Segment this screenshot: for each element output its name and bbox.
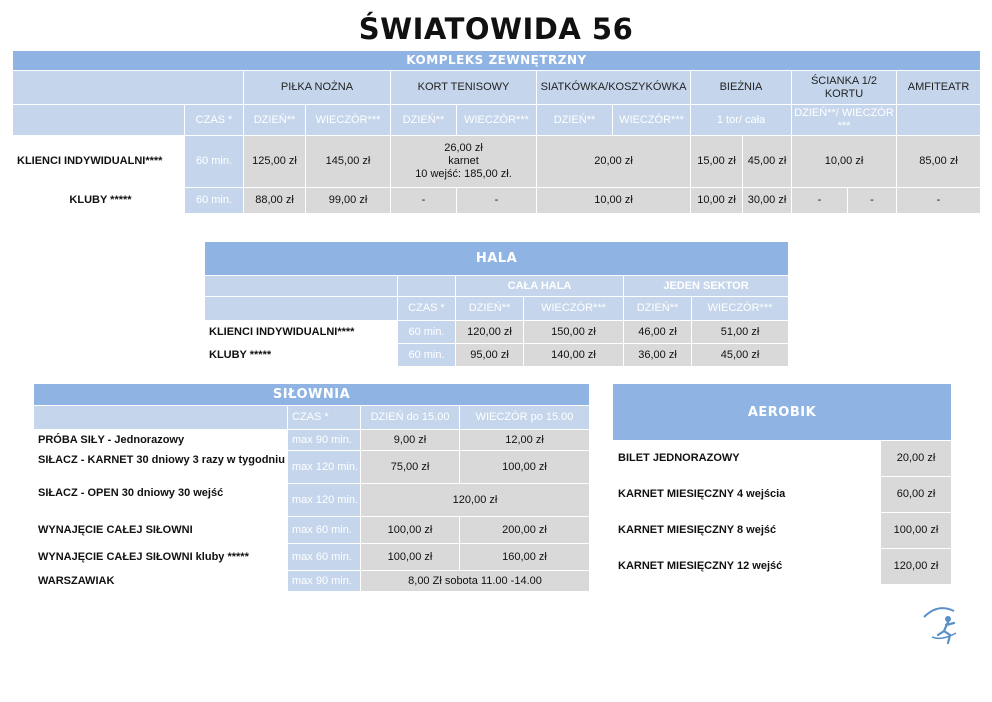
- kompleks-title: KOMPLEKS ZEWNĘTRZNY: [13, 51, 981, 71]
- kompleks-czas-header: CZAS *: [185, 105, 244, 136]
- hala-blank: [398, 276, 456, 297]
- row-name: KARNET MIESIĘCZNY 4 wejścia: [613, 477, 881, 513]
- group-kort: KORT TENISOWY: [391, 71, 537, 105]
- siatk-wieczor-header: WIECZÓR***: [613, 105, 691, 136]
- siatk-value: 20,00 zł: [537, 136, 691, 188]
- wieczor-value: 12,00 zł: [460, 430, 590, 451]
- hala-title: HALA: [205, 242, 789, 276]
- hala-blank: [205, 276, 398, 297]
- sektor-dzien-value: 46,00 zł: [624, 321, 692, 344]
- silownia-table: [33, 383, 590, 592]
- price-value: 60,00 zł: [881, 477, 952, 513]
- merged-value: 8,00 Zł sobota 11.00 -14.00: [361, 571, 590, 592]
- row-time: max 90 min.: [288, 571, 361, 592]
- row-time: max 60 min.: [288, 517, 361, 544]
- hala-czas-header: CZAS *: [398, 297, 456, 321]
- silownia-blank: [34, 406, 288, 430]
- biezna-cala-value: 45,00 zł: [743, 136, 792, 188]
- row-time: 60 min.: [185, 188, 244, 214]
- hala-dzien-header: DZIEŃ**: [456, 297, 524, 321]
- row-name: KARNET MIESIĘCZNY 12 wejść: [613, 549, 881, 585]
- scianka-sub-header: DZIEŃ**/ WIECZÓR ***: [792, 105, 897, 136]
- cala-wieczor-value: 140,00 zł: [524, 344, 624, 367]
- aerobik-table: [612, 383, 952, 585]
- kort-wieczor-header: WIECZÓR***: [457, 105, 537, 136]
- row-name: SIŁACZ - KARNET 30 dniowy 3 razy w tygodniu: [34, 451, 288, 484]
- row-time: 60 min.: [398, 344, 456, 367]
- kort-wieczor-value: -: [457, 188, 537, 214]
- amfi-value: 85,00 zł: [897, 136, 981, 188]
- hala-blank: [205, 297, 398, 321]
- kompleks-blank: [13, 105, 185, 136]
- row-time: max 60 min.: [288, 544, 361, 571]
- wieczor-value: 100,00 zł: [460, 451, 590, 484]
- kompleks-corner: [13, 71, 244, 105]
- row-name: SIŁACZ - OPEN 30 dniowy 30 wejść: [34, 484, 288, 517]
- biezna-tor-value: 15,00 zł: [691, 136, 743, 188]
- dzien-value: 9,00 zł: [361, 430, 460, 451]
- hala-wieczor-header: WIECZÓR***: [692, 297, 789, 321]
- row-time: max 120 min.: [288, 484, 361, 517]
- biezna-cala-value: 30,00 zł: [743, 188, 792, 214]
- amfi-sub-header: [897, 105, 981, 136]
- row-name: PRÓBA SIŁY - Jednorazowy: [34, 430, 288, 451]
- group-scianka: ŚCIANKA 1/2 KORTU: [792, 71, 897, 105]
- group-amfiteatr: AMFITEATR: [897, 71, 981, 105]
- biezna-tor-value: 10,00 zł: [691, 188, 743, 214]
- dzien-value: 75,00 zł: [361, 451, 460, 484]
- pilka-dzien-value: 125,00 zł: [244, 136, 306, 188]
- kort-dzien-value: -: [391, 188, 457, 214]
- price-value: 120,00 zł: [881, 549, 952, 585]
- logo-icon: [918, 597, 976, 669]
- dzien-value: 100,00 zł: [361, 517, 460, 544]
- silownia-czas-header: CZAS *: [288, 406, 361, 430]
- group-siatkowka: SIATKÓWKA/KOSZYKÓWKA: [537, 71, 691, 105]
- hala-group-sektor: JEDEN SEKTOR: [624, 276, 789, 297]
- dzien-value: 100,00 zł: [361, 544, 460, 571]
- wieczor-value: 160,00 zł: [460, 544, 590, 571]
- hala-dzien-header: DZIEŃ**: [624, 297, 692, 321]
- row-name: KLUBY *****: [205, 344, 398, 367]
- group-biezna: BIEŻNIA: [691, 71, 792, 105]
- pilka-wieczor-header: WIECZÓR***: [306, 105, 391, 136]
- scianka-dzien-value: -: [792, 188, 848, 214]
- merged-value: 120,00 zł: [361, 484, 590, 517]
- pilka-dzien-value: 88,00 zł: [244, 188, 306, 214]
- kort-price: 26,00 zł: [444, 142, 483, 154]
- sektor-wieczor-value: 51,00 zł: [692, 321, 789, 344]
- row-name: WYNAJĘCIE CAŁEJ SIŁOWNI kluby *****: [34, 544, 288, 571]
- sektor-wieczor-value: 45,00 zł: [692, 344, 789, 367]
- scianka-value: 10,00 zł: [792, 136, 897, 188]
- hala-group-cala: CAŁA HALA: [456, 276, 624, 297]
- page-title: ŚWIATOWIDA 56: [358, 12, 634, 46]
- pilka-wieczor-value: 99,00 zł: [306, 188, 391, 214]
- sektor-dzien-value: 36,00 zł: [624, 344, 692, 367]
- wieczor-value: 200,00 zł: [460, 517, 590, 544]
- row-time: 60 min.: [398, 321, 456, 344]
- row-name: WARSZAWIAK: [34, 571, 288, 592]
- kort-karnet-price: 10 wejść: 185,00 zł.: [415, 168, 512, 180]
- amfi-value: -: [897, 188, 981, 214]
- silownia-title: SIŁOWNIA: [34, 384, 590, 406]
- row-name: KARNET MIESIĘCZNY 8 wejść: [613, 513, 881, 549]
- siatk-dzien-header: DZIEŃ**: [537, 105, 613, 136]
- cala-dzien-value: 120,00 zł: [456, 321, 524, 344]
- pilka-dzien-header: DZIEŃ**: [244, 105, 306, 136]
- price-value: 100,00 zł: [881, 513, 952, 549]
- row-name: WYNAJĘCIE CAŁEJ SIŁOWNI: [34, 517, 288, 544]
- row-name: KLIENCI INDYWIDUALNI****: [13, 136, 185, 188]
- row-name: KLIENCI INDYWIDUALNI****: [205, 321, 398, 344]
- row-time: max 120 min.: [288, 451, 361, 484]
- hala-wieczor-header: WIECZÓR***: [524, 297, 624, 321]
- pilka-wieczor-value: 145,00 zł: [306, 136, 391, 188]
- kort-dzien-header: DZIEŃ**: [391, 105, 457, 136]
- scianka-wieczor-value: -: [848, 188, 897, 214]
- siatk-value: 10,00 zł: [537, 188, 691, 214]
- aerobik-title: AEROBIK: [613, 384, 952, 441]
- silownia-dzien-header: DZIEŃ do 15.00: [361, 406, 460, 430]
- kort-value: [391, 136, 537, 188]
- silownia-wieczor-header: WIECZÓR po 15.00: [460, 406, 590, 430]
- hala-table: [204, 241, 789, 367]
- price-value: 20,00 zł: [881, 441, 952, 477]
- kort-karnet-label: karnet: [448, 155, 479, 167]
- biezna-sub-header: 1 tor/ cała: [691, 105, 792, 136]
- row-name: BILET JEDNORAZOWY: [613, 441, 881, 477]
- row-time: 60 min.: [185, 136, 244, 188]
- kompleks-table: [12, 50, 981, 214]
- row-time: max 90 min.: [288, 430, 361, 451]
- cala-wieczor-value: 150,00 zł: [524, 321, 624, 344]
- row-name: KLUBY *****: [13, 188, 185, 214]
- group-pilka: PIŁKA NOŻNA: [244, 71, 391, 105]
- cala-dzien-value: 95,00 zł: [456, 344, 524, 367]
